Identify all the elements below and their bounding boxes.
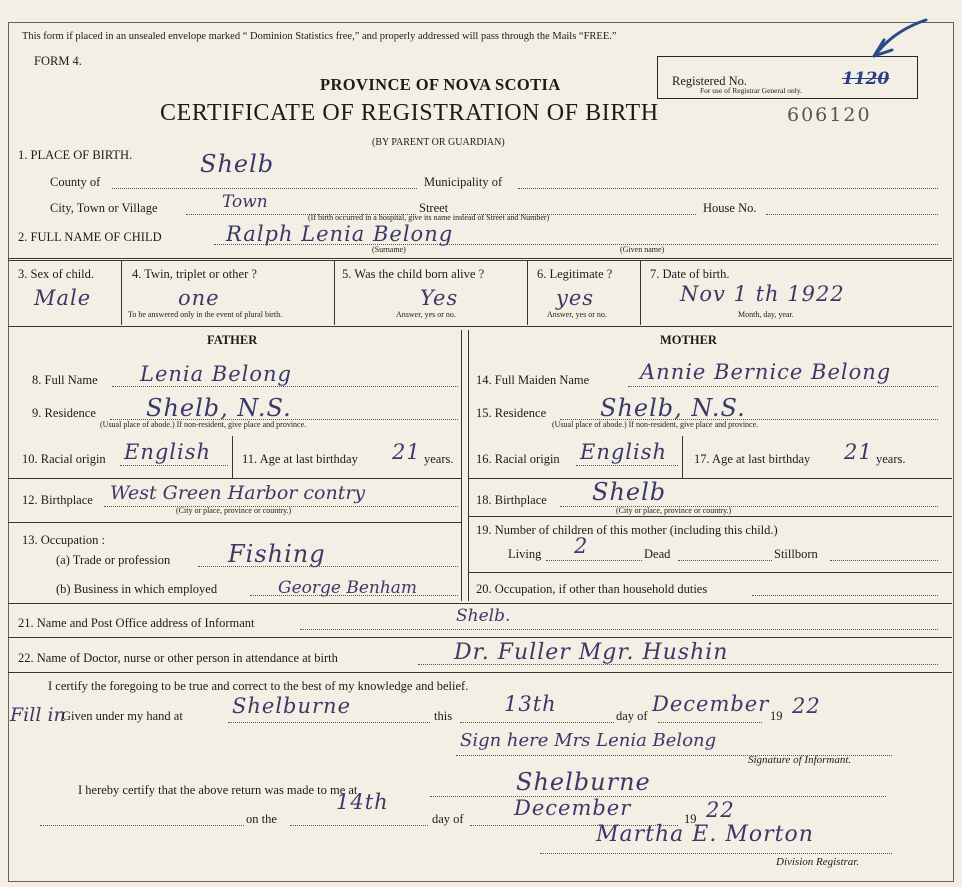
this-label: this xyxy=(434,709,453,723)
on-the-label: on the xyxy=(246,812,277,826)
sex-value: Male xyxy=(34,286,92,310)
legitimate-label: 6. Legitimate ? xyxy=(537,267,613,281)
business-label: (b) Business in which employed xyxy=(56,582,218,596)
registrar-general-note: For use of Registrar General only. xyxy=(700,86,802,95)
trade-value: Fishing xyxy=(228,540,326,568)
dead-label: Dead xyxy=(644,547,671,561)
stillborn-label: Stillborn xyxy=(774,547,818,561)
alive-label: 5. Was the child born alive ? xyxy=(342,267,485,281)
month-value: December xyxy=(652,692,770,716)
date-of-birth-value: Nov 1 th 1922 xyxy=(680,282,845,306)
father-occupation-label: 13. Occupation : xyxy=(22,533,105,547)
registrar-place-value: Shelburne xyxy=(516,768,651,796)
father-years: years. xyxy=(424,452,454,466)
this-day-value: 13th xyxy=(504,692,557,716)
father-residence-label: 9. Residence xyxy=(32,406,96,420)
father-name-label: 8. Full Name xyxy=(32,373,98,387)
date-of-birth-note: Month, day, year. xyxy=(738,310,794,319)
father-birthplace-value: West Green Harbor contry xyxy=(110,482,366,504)
mother-years: years. xyxy=(876,452,906,466)
given-place-value: Shelburne xyxy=(232,694,352,718)
registrar-year-value: 22 xyxy=(706,798,735,822)
certificate-title: CERTIFICATE OF REGISTRATION OF BIRTH xyxy=(160,100,659,126)
mother-birthplace-label: 18. Birthplace xyxy=(476,493,547,507)
twin-note: To be answered only in the event of plural birth. xyxy=(128,310,283,319)
registered-number: 1120 xyxy=(842,69,890,89)
city-value: Town xyxy=(222,192,268,212)
trade-label: (a) Trade or profession xyxy=(56,553,171,567)
date-of-birth-label: 7. Date of birth. xyxy=(650,267,730,281)
father-racial-label: 10. Racial origin xyxy=(22,452,106,466)
father-heading: FATHER xyxy=(207,333,258,347)
legitimate-note: Answer, yes or no. xyxy=(547,310,607,319)
children-label: 19. Number of children of this mother (including this child.) xyxy=(476,523,778,537)
year-prefix: 19 xyxy=(770,709,783,723)
mother-name-label: 14. Full Maiden Name xyxy=(476,373,590,387)
street-label: Street xyxy=(419,201,449,215)
mother-age-label: 17. Age at last birthday xyxy=(694,452,811,466)
mail-notice: This form if placed in an unsealed envelope marked “ Dominion Statistics free,” and properly addressed will pass through the Mails “FREE.” xyxy=(22,31,617,42)
registrar-day-of-label: day of xyxy=(432,812,464,826)
mother-birthplace-note: (City or place, province or country.) xyxy=(616,506,732,515)
registrar-signature-label: Division Registrar. xyxy=(776,856,860,868)
doctor-label: 22. Name of Doctor, nurse or other person in attendance at birth xyxy=(18,651,338,665)
child-name-value: Ralph Lenia Belong xyxy=(226,222,454,246)
year-value: 22 xyxy=(792,694,821,718)
sex-label: 3. Sex of child. xyxy=(18,267,95,281)
house-label: House No. xyxy=(703,201,757,215)
father-birthplace-label: 12. Birthplace xyxy=(22,493,93,507)
mother-residence-value: Shelb, N.S. xyxy=(600,394,746,422)
province-heading: PROVINCE OF NOVA SCOTIA xyxy=(320,75,561,94)
certify-text: I certify the foregoing to be true and correct to the best of my knowledge and belief. xyxy=(48,679,469,693)
business-value: George Benham xyxy=(278,578,418,598)
day-of-label: day of xyxy=(616,709,648,723)
mother-age-value: 21 xyxy=(844,440,873,464)
father-name-value: Lenia Belong xyxy=(140,362,292,386)
mother-name-value: Annie Bernice Belong xyxy=(640,360,892,384)
informant-signature-label: Signature of Informant. xyxy=(748,754,852,766)
alive-value: Yes xyxy=(420,286,459,310)
on-day-value: 14th xyxy=(336,790,389,814)
city-label: City, Town or Village xyxy=(50,201,158,215)
checkmark-icon xyxy=(870,14,930,60)
registered-label: Registered No. xyxy=(672,74,747,88)
fill-in-note: Fill in xyxy=(10,704,66,726)
twin-value: one xyxy=(178,286,220,310)
registrar-year-prefix: 19 xyxy=(684,812,697,826)
alive-note: Answer, yes or no. xyxy=(396,310,456,319)
form-number: FORM 4. xyxy=(34,54,82,68)
mother-occupation-label: 20. Occupation, if other than household duties xyxy=(476,582,708,596)
hospital-note: (If birth occurred in a hospital, give its name instead of Street and Number) xyxy=(308,213,550,222)
father-racial-value: English xyxy=(124,440,212,464)
father-residence-value: Shelb, N.S. xyxy=(146,394,292,422)
county-value: Shelb xyxy=(200,150,275,178)
father-age-value: 21 xyxy=(392,440,421,464)
given-name-note: (Given name) xyxy=(620,245,665,254)
municipality-label: Municipality of xyxy=(424,175,503,189)
doctor-value: Dr. Fuller Mgr. Hushin xyxy=(454,640,729,665)
mother-racial-label: 16. Racial origin xyxy=(476,452,560,466)
living-label: Living xyxy=(508,547,542,561)
mother-birthplace-value: Shelb xyxy=(592,478,667,506)
child-name-label: 2. FULL NAME OF CHILD xyxy=(18,230,162,244)
county-label: County of xyxy=(50,175,101,189)
registrar-signature: Martha E. Morton xyxy=(596,822,814,847)
mother-racial-value: English xyxy=(580,440,668,464)
informant-label: 21. Name and Post Office address of Informant xyxy=(18,616,255,630)
mother-heading: MOTHER xyxy=(660,333,717,347)
father-residence-note: (Usual place of abode.) If non-resident, give place and province. xyxy=(100,420,307,429)
registrar-month-value: December xyxy=(514,796,632,820)
twin-label: 4. Twin, triplet or other ? xyxy=(132,267,257,281)
given-label: Given under my hand at xyxy=(62,709,183,723)
surname-note: (Surname) xyxy=(372,245,406,254)
stamp-number: 606120 xyxy=(787,104,872,126)
father-age-label: 11. Age at last birthday xyxy=(242,452,358,466)
informant-value: Shelb. xyxy=(456,606,511,626)
place-section-label: 1. PLACE OF BIRTH. xyxy=(18,148,133,162)
mother-residence-note: (Usual place of abode.) If non-resident, give place and province. xyxy=(552,420,759,429)
registrar-text: I hereby certify that the above return was made to me at xyxy=(78,783,358,797)
informant-signature: Sign here Mrs Lenia Belong xyxy=(460,730,717,751)
legitimate-value: yes xyxy=(556,286,595,310)
certificate-subtitle: (BY PARENT OR GUARDIAN) xyxy=(372,137,505,148)
mother-residence-label: 15. Residence xyxy=(476,406,547,420)
living-value: 2 xyxy=(574,534,589,558)
father-birthplace-note: (City or place, province or country.) xyxy=(176,506,292,515)
